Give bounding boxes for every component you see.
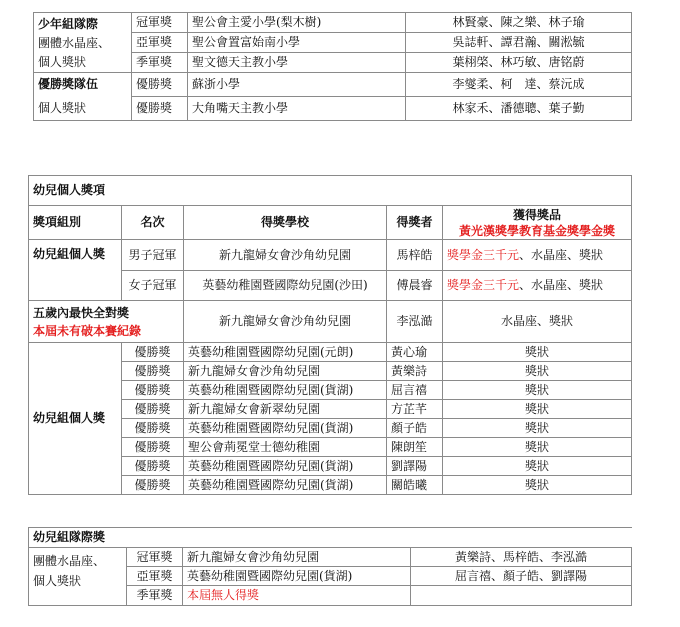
merit-prize: 獎狀	[443, 457, 632, 476]
fastest-note: 本屆未有破本賽紀錄	[33, 323, 142, 338]
merit-school: 蘇浙小學	[188, 73, 406, 97]
team-school: 聖文德天主教小學	[188, 53, 406, 73]
team-awards-table	[33, 12, 632, 121]
fastest-winner: 李泓澔	[387, 301, 443, 343]
merit-rank: 優勝獎	[122, 362, 184, 381]
merit-school: 英藝幼稚園暨國際幼兒園(貨湖)	[184, 476, 387, 495]
kinder-team-sub2: 個人獎狀	[33, 574, 82, 588]
merit-winner: 屈言禧	[387, 381, 443, 400]
champ-rank: 女子冠軍	[122, 271, 184, 301]
header-rank: 名次	[122, 206, 184, 240]
champ-winner: 馬梓皓	[387, 240, 443, 271]
champ-school: 英藝幼稚園暨國際幼兒園(沙田)	[184, 271, 387, 301]
header-winner: 得獎者	[387, 206, 443, 240]
kinder-team-school: 本屆無人得獎	[183, 586, 411, 606]
team-members: 吳誌軒、譚君瀚、關淞毓	[406, 33, 632, 53]
champ-rank: 男子冠軍	[122, 240, 184, 271]
merit-rank: 優勝獎	[132, 73, 188, 97]
header-prize	[443, 206, 632, 240]
merit-winner: 關皓曦	[387, 476, 443, 495]
kinder-team-title: 幼兒組隊際獎	[29, 528, 632, 548]
merit-prize: 獎狀	[443, 438, 632, 457]
team-school: 聖公會主愛小學(梨木樹)	[188, 13, 406, 33]
champ-winner: 傅晨睿	[387, 271, 443, 301]
kinder-team-school: 新九龍婦女會沙角幼兒園	[183, 548, 411, 567]
team-group-sub2: 個人獎狀	[38, 55, 87, 69]
kinder-team-sub1: 團體水晶座、	[33, 554, 106, 568]
merit-rank: 優勝獎	[122, 457, 184, 476]
merit-winner: 黃心瑜	[387, 343, 443, 362]
fastest-school: 新九龍婦女會沙角幼兒園	[184, 301, 387, 343]
kinder-team-members: 屈言禧、顏子皓、劉譯陽	[411, 567, 632, 586]
merit-school: 英藝幼稚園暨國際幼兒園(貨湖)	[184, 457, 387, 476]
header-prize-line2: 黃光漢獎學教育基金獎學金獎	[458, 223, 615, 238]
champ-prize-money: 獎學金三千元	[447, 278, 520, 292]
champ-prize-items: 、水晶座、獎狀	[519, 278, 604, 292]
fastest-cell	[29, 301, 184, 343]
merit-prize: 獎狀	[443, 419, 632, 438]
fastest-prize: 水晶座、獎狀	[443, 301, 632, 343]
merit-prize: 獎狀	[443, 381, 632, 400]
kinder-individual-table	[28, 175, 632, 495]
kinder-team-rank: 季軍獎	[127, 586, 183, 606]
merit-rank: 優勝獎	[122, 419, 184, 438]
kinder-team-members	[411, 586, 632, 606]
individual-label: 幼兒組個人獎	[29, 240, 122, 301]
team-group-sub1: 團體水晶座、	[38, 36, 111, 50]
kinder-team-table	[28, 527, 632, 606]
merit-school: 英藝幼稚園暨國際幼兒園(貨湖)	[184, 419, 387, 438]
team-group-title: 少年組隊際	[38, 17, 99, 31]
team-members: 林賢豪、陳之樂、林子瑜	[406, 13, 632, 33]
merit-rank: 優勝獎	[122, 438, 184, 457]
team-members: 葉栩棨、林巧敏、唐铭蔚	[406, 53, 632, 73]
merit-school: 英藝幼稚園暨國際幼兒園(元朗)	[184, 343, 387, 362]
merit-members: 李燮柔、柯 達、蔡沅成	[406, 73, 632, 97]
header-category: 獎項組別	[29, 206, 122, 240]
fastest-title: 五歲內最快全對獎	[33, 305, 130, 320]
team-merit-sub: 個人獎狀	[34, 97, 132, 121]
merit-rank: 優勝獎	[122, 400, 184, 419]
team-rank: 亞軍獎	[132, 33, 188, 53]
merit-prize: 獎狀	[443, 362, 632, 381]
champ-prize-money: 獎學金三千元	[447, 247, 520, 262]
champ-school: 新九龍婦女會沙角幼兒園	[184, 240, 387, 271]
merit-school: 聖公會荊冕堂士德幼稚園	[184, 438, 387, 457]
team-merit-title: 優勝獎隊伍	[34, 73, 132, 97]
merit-rank: 優勝獎	[122, 381, 184, 400]
merit-winner: 方芷芊	[387, 400, 443, 419]
kinder-team-group	[29, 548, 127, 606]
kinder-team-members: 黃樂詩、馬梓皓、李泓澔	[411, 548, 632, 567]
merit-school: 英藝幼稚園暨國際幼兒園(貨湖)	[184, 381, 387, 400]
kinder-table-title: 幼兒個人獎項	[29, 176, 632, 206]
team-group-cell	[34, 13, 132, 73]
champ-prize	[443, 271, 632, 301]
merit-school: 新九龍婦女會沙角幼兒園	[184, 362, 387, 381]
kinder-team-rank: 亞軍獎	[127, 567, 183, 586]
merit-rank: 優勝獎	[122, 476, 184, 495]
team-school: 聖公會置富始南小學	[188, 33, 406, 53]
champ-prize	[443, 240, 632, 271]
merit-prize: 獎狀	[443, 343, 632, 362]
merit-prize: 獎狀	[443, 400, 632, 419]
merit-winner: 陳朗笙	[387, 438, 443, 457]
merit-rank: 優勝獎	[132, 97, 188, 121]
header-prize-line1: 獲得獎品	[512, 207, 561, 222]
merit-winner: 顏子皓	[387, 419, 443, 438]
merit-winner: 劉譯陽	[387, 457, 443, 476]
merit-winner: 黃樂詩	[387, 362, 443, 381]
merit-label: 幼兒組個人獎	[29, 343, 122, 495]
champ-prize-items: 、水晶座、獎狀	[519, 247, 604, 262]
merit-members: 林家禾、潘德聰、葉子勤	[406, 97, 632, 121]
merit-prize: 獎狀	[443, 476, 632, 495]
team-rank: 季軍獎	[132, 53, 188, 73]
merit-rank: 優勝獎	[122, 343, 184, 362]
team-rank: 冠軍獎	[132, 13, 188, 33]
merit-school: 大角嘴天主教小學	[188, 97, 406, 121]
merit-school: 新九龍婦女會新翠幼兒園	[184, 400, 387, 419]
kinder-team-school: 英藝幼稚園暨國際幼兒園(貨湖)	[183, 567, 411, 586]
header-school: 得獎學校	[184, 206, 387, 240]
kinder-team-rank: 冠軍獎	[127, 548, 183, 567]
